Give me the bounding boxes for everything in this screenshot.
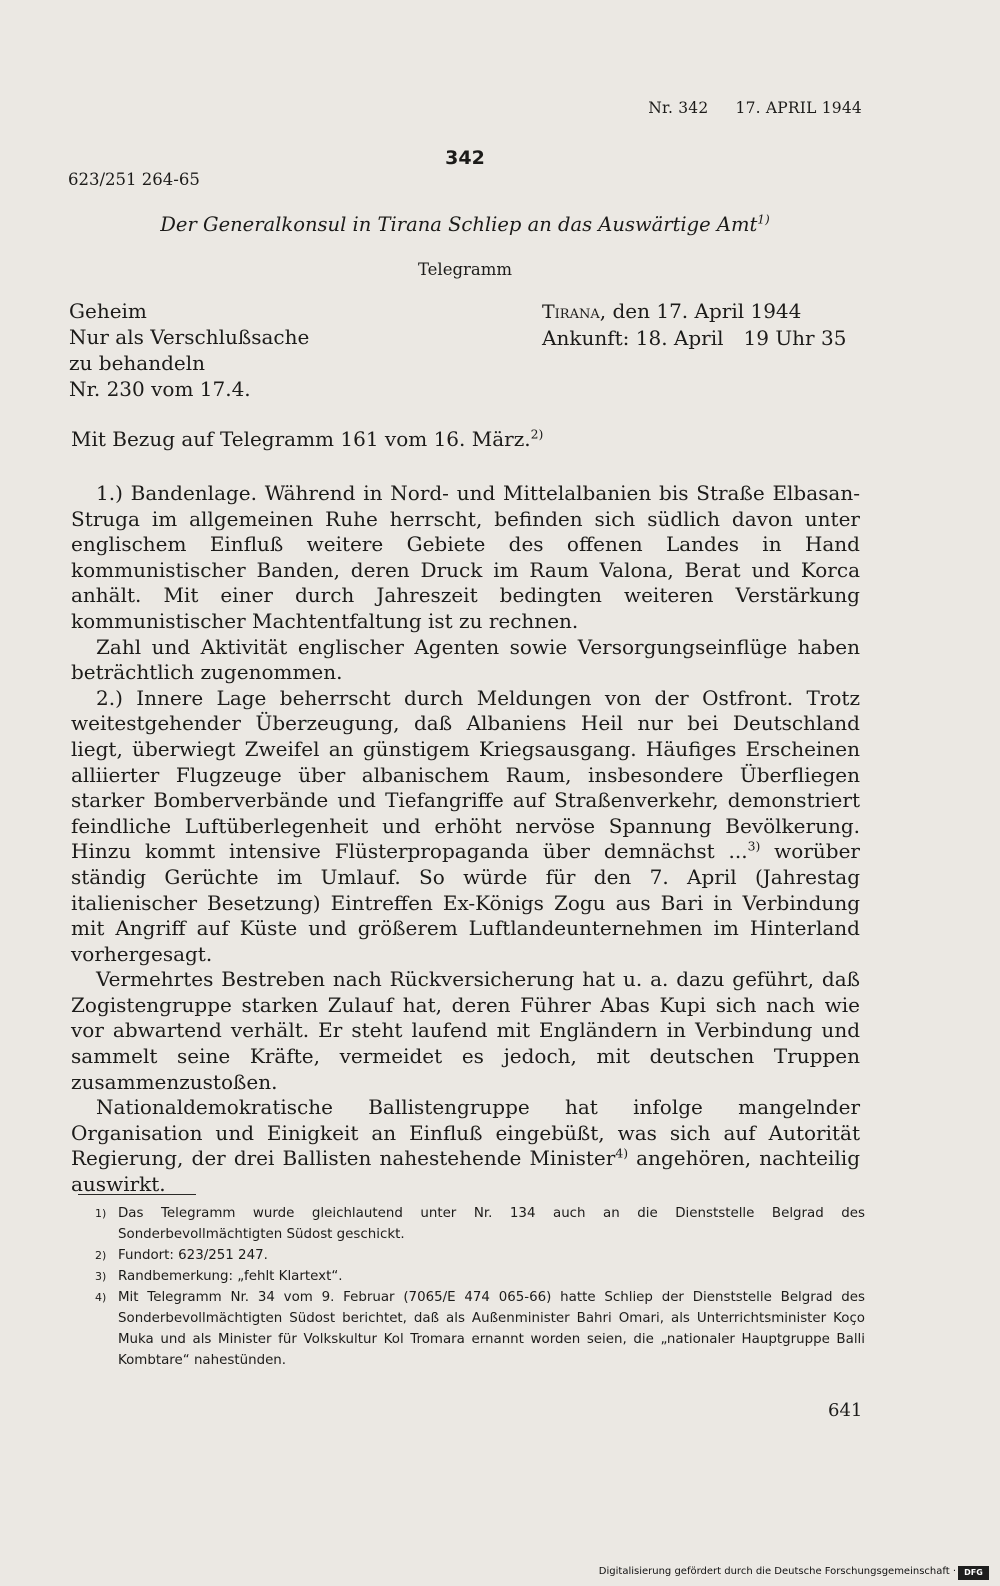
footnotes [95, 1203, 865, 1371]
classification-line: Geheim [69, 299, 147, 323]
document-number: 342 [445, 147, 485, 169]
dfg-logo-icon: DFG [958, 1566, 989, 1580]
arrival-date: Ankunft: 18. April [542, 326, 724, 350]
classification-block [69, 298, 309, 402]
paragraph-text: Nationaldemokratische Ballistengruppe hat infolge mangelnder Organisation und Einigkeit an Einfluß eingebüßt, was sich auf Autorität Regierung, der drei Ballisten nahestehende Minister [71, 1095, 860, 1171]
footnote-text: Randbemerkung: „fehlt Klartext“. [118, 1269, 343, 1284]
footnote-mark: 2) [95, 1249, 107, 1262]
paragraph-text: 2.) Innere Lage beherrscht durch Meldungen von der Ostfront. Trotz weitestgehender Überzeugung, daß Albaniens Heil nur bei Deutschland liegt, überwiegt Zweifel an günstigem Kriegsausgang. Häufiges Erscheinen alliierter Flugzeuge über albanischem Raum, insbesondere Überfliegen starker Bomberverbände und Tiefangriffe auf Straßenverkehr, demonstriert feindliche Luftüberlegenheit und erhöht nervöse Spannung Bevölkerung. Hinzu kommt intensive Flüsterpropaganda über demnächst ... [71, 685, 860, 864]
document-title [0, 213, 930, 236]
reference-line [71, 427, 543, 451]
footnote-ref-2: 2) [530, 426, 544, 442]
running-head-doc-ref: Nr. 342 [648, 99, 709, 117]
paragraph-bandenlage: 1.) Bandenlage. Während in Nord- und Mittelalbanien bis Straße Elbasan-Struga im allgemeinen Ruhe herrscht, befinden sich südlich davon unter englischem Einfluß weitere Gebiete des offenen Landes in Hand kommunistischer Banden, deren Druck im Raum Valona, Berat und Korca anhält. Mit einer durch Jahreszeit bedingten weiteren Verstärkung kommunistischer Machtentfaltung ist zu rechnen. [71, 481, 860, 633]
arrival-line [542, 325, 846, 351]
paragraph-text: angehören, nachteilig auswirkt. [71, 1146, 860, 1197]
footnote-mark: 4) [95, 1291, 107, 1304]
paragraph-agenten: Zahl und Aktivität englischer Agenten sowie Versorgungseinflüge haben beträchtlich zugenommen. [71, 634, 860, 685]
paragraph-text: worüber ständig Gerüchte im Umlauf. So würde für den 7. April (Jahrestag italienischer Besetzung) Eintreffen Ex-Königs Zogu aus Bari in Verbindung mit Angriff auf Küste und größerem Luftlandeunternehmen im Hinterland vorhergesagt. [71, 839, 860, 966]
file-reference: 623/251 264-65 [68, 170, 200, 189]
footnote-text: Fundort: 623/251 247. [118, 1248, 268, 1263]
classification-line: zu behandeln [69, 351, 206, 375]
footnote-mark: 3) [95, 1270, 107, 1283]
footnote [95, 1245, 865, 1266]
footnote-ref-4: 4) [615, 1145, 629, 1161]
footnote-text: Das Telegramm wurde gleichlautend unter Nr. 134 auch an die Dienststelle Belgrad des Sonderbevollmächtigten Südost geschickt. [118, 1206, 865, 1242]
footnote-ref-3: 3) [747, 838, 761, 854]
footnote-text: Mit Telegramm Nr. 34 vom 9. Februar (7065/E 474 065-66) hatte Schliep der Dienststelle Belgrad des Sonderbevollmächtigten Südost berichtet, daß als Außenminister Bahri Omari, als Unterrichtsminister Koço Muka und als Minister für Volkskultur Kol Tromara ernannt worden seien, die „nationaler Hauptgruppe Balli Kombtare“ nahestünden. [118, 1290, 865, 1368]
footnote-divider [78, 1194, 196, 1195]
running-head-date: 17. APRIL 1944 [735, 99, 862, 117]
footnote-ref-1: 1) [757, 212, 770, 227]
origin-block [542, 298, 846, 351]
arrival-time: 19 Uhr 35 [743, 326, 847, 350]
footnote-mark: 1) [95, 1207, 107, 1220]
page-number: 641 [828, 1400, 863, 1421]
origin-date: , den 17. April 1944 [599, 299, 802, 323]
digitization-credit: Digitalisierung gefördert durch die Deutsche Forschungsgemeinschaft · [598, 1566, 956, 1577]
footnote [95, 1287, 865, 1371]
telegram-body [71, 481, 860, 1198]
telegram-number: Nr. 230 vom 17.4. [69, 377, 251, 401]
footnote [95, 1203, 865, 1245]
paragraph-zogisten: Vermehrtes Bestreben nach Rückversicherung hat u. a. dazu geführt, daß Zogistengruppe starken Zulauf hat, deren Führer Abas Kupi sich nach wie vor abwartend verhält. Er steht laufend mit Engländern in Verbindung und sammelt seine Kräfte, vermeidet es jedoch, mit deutschen Truppen zusammenzustoßen. [71, 967, 860, 1094]
classification-line: Nur als Verschlußsache [69, 325, 310, 349]
document-title-text: Der Generalkonsul in Tirana Schliep an das Auswärtige Amt [160, 213, 758, 236]
running-head [648, 99, 862, 117]
paragraph-ballisten [71, 1095, 860, 1197]
footnote [95, 1266, 865, 1287]
paragraph-innere-lage [71, 686, 860, 968]
origin-line [542, 298, 846, 325]
origin-place: Tirana [542, 301, 600, 323]
reference-text: Mit Bezug auf Telegramm 161 vom 16. März. [71, 427, 531, 451]
document-type: Telegramm [417, 260, 513, 279]
